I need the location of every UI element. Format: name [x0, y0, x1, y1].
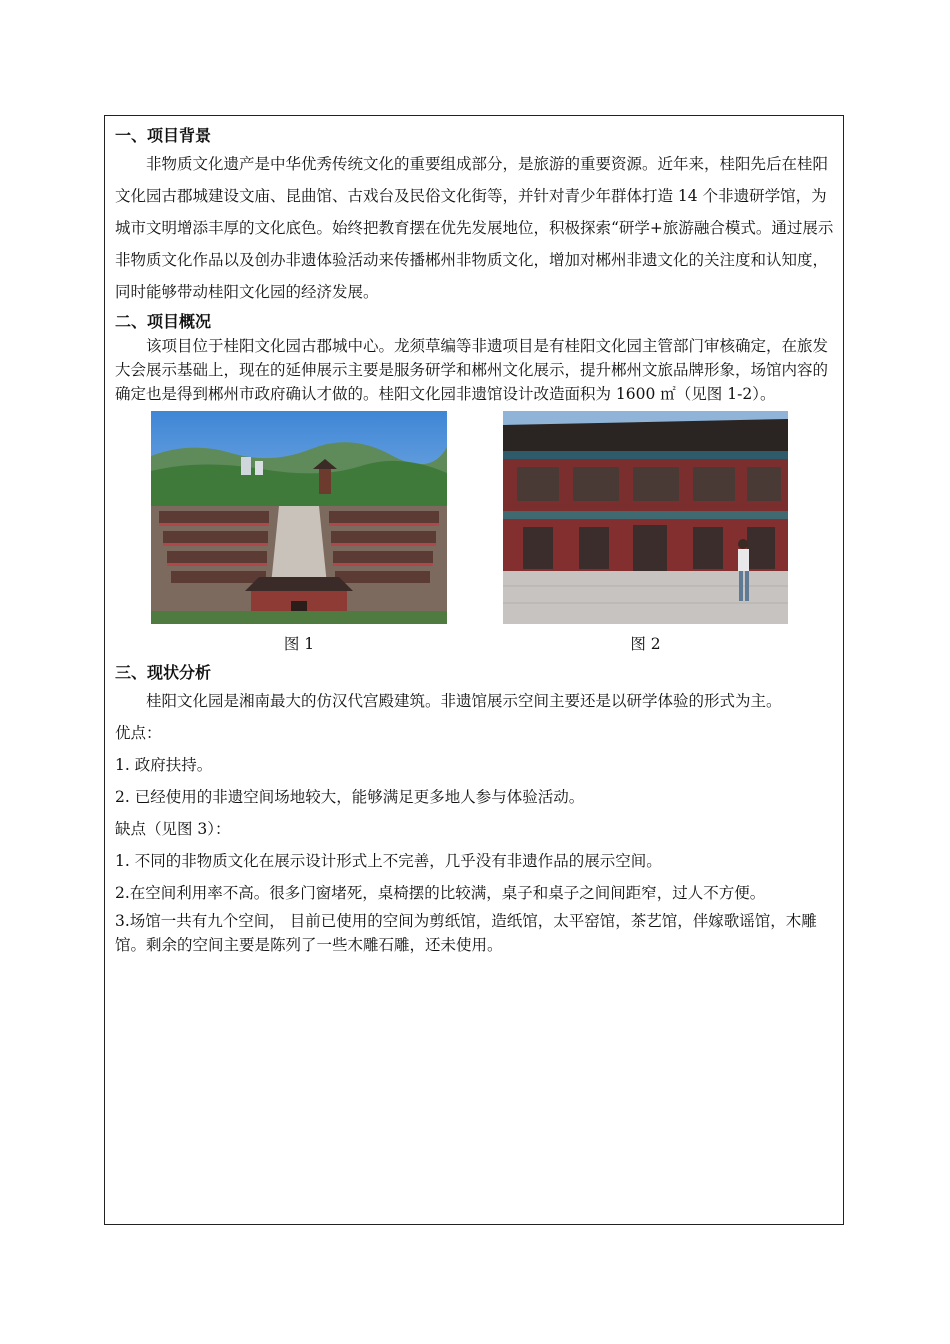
document-frame — [104, 115, 844, 1225]
aerial-complex-photo — [151, 411, 447, 624]
document-content — [115, 124, 835, 957]
pros-item-1: 1. 政府扶持。 — [115, 756, 213, 774]
pros-item-2: 2. 已经使用的非遗空间场地较大，能够满足更多地人参与体验活动。 — [115, 788, 585, 806]
cons-title: 缺点（见图 3）： — [115, 820, 231, 838]
figure-2 — [503, 411, 788, 655]
analysis-paragraph: 桂阳文化园是湘南最大的仿汉代宫殿建筑。非遗馆展示空间主要还是以研学体验的形式为主。 — [146, 692, 782, 710]
hall-facade-photo — [503, 411, 788, 624]
figures-row — [115, 411, 835, 661]
section-heading-analysis: 三、现状分析 — [115, 663, 212, 682]
cons-item-1: 1. 不同的非物质文化在展示设计形式上不完善，几乎没有非遗作品的展示空间。 — [115, 852, 662, 870]
figure-1 — [151, 411, 447, 655]
figure-1-caption: 图 1 — [283, 635, 315, 653]
background-paragraph: 非物质文化遗产是中华优秀传统文化的重要组成部分，是旅游的重要资源。近年来，桂阳先后在桂阳文化园古郡城建设文庙、昆曲馆、古戏台及民俗文化街等，并针对青少年群体打造 14 个非遗研学馆，为城市文明增添丰厚的文化底色。始终把教育摆在优先发展地位，积极探索“研学+旅游融合模式。通过展示非物质文化作品以及创办非遗体验活动来传播郴州非物质文化，增加对郴州非遗文化的关注度和认知度，同时能够带动桂阳文化园的经济发展。 — [115, 155, 834, 301]
cons-item-3: 3.场馆一共有九个空间， 目前已使用的空间为剪纸馆，造纸馆，太平窑馆，茶艺馆，伴嫁歌谣馆，木雕馆。剩余的空间主要是陈列了一些木雕石雕，还未使用。 — [115, 912, 817, 954]
section-heading-overview: 二、项目概况 — [115, 312, 212, 331]
pros-title: 优点： — [115, 724, 162, 742]
section-heading-background: 一、项目背景 — [115, 126, 212, 145]
cons-item-2: 2.在空间利用率不高。很多门窗堵死，桌椅摆的比较满，桌子和桌子之间间距窄，过人不方便。 — [115, 884, 766, 902]
figure-2-caption: 图 2 — [630, 635, 661, 653]
overview-paragraph: 该项目位于桂阳文化园古郡城中心。龙须草编等非遗项目是有桂阳文化园主管部门审核确定，在旅发大会展示基础上，现在的延伸展示主要是服务研学和郴州文化展示，提升郴州文旅品牌形象，场馆内容的确定也是得到郴州市政府确认才做的。桂阳文化园非遗馆设计改造面积为 1600 ㎡（见图 1-2）。 — [115, 337, 829, 403]
